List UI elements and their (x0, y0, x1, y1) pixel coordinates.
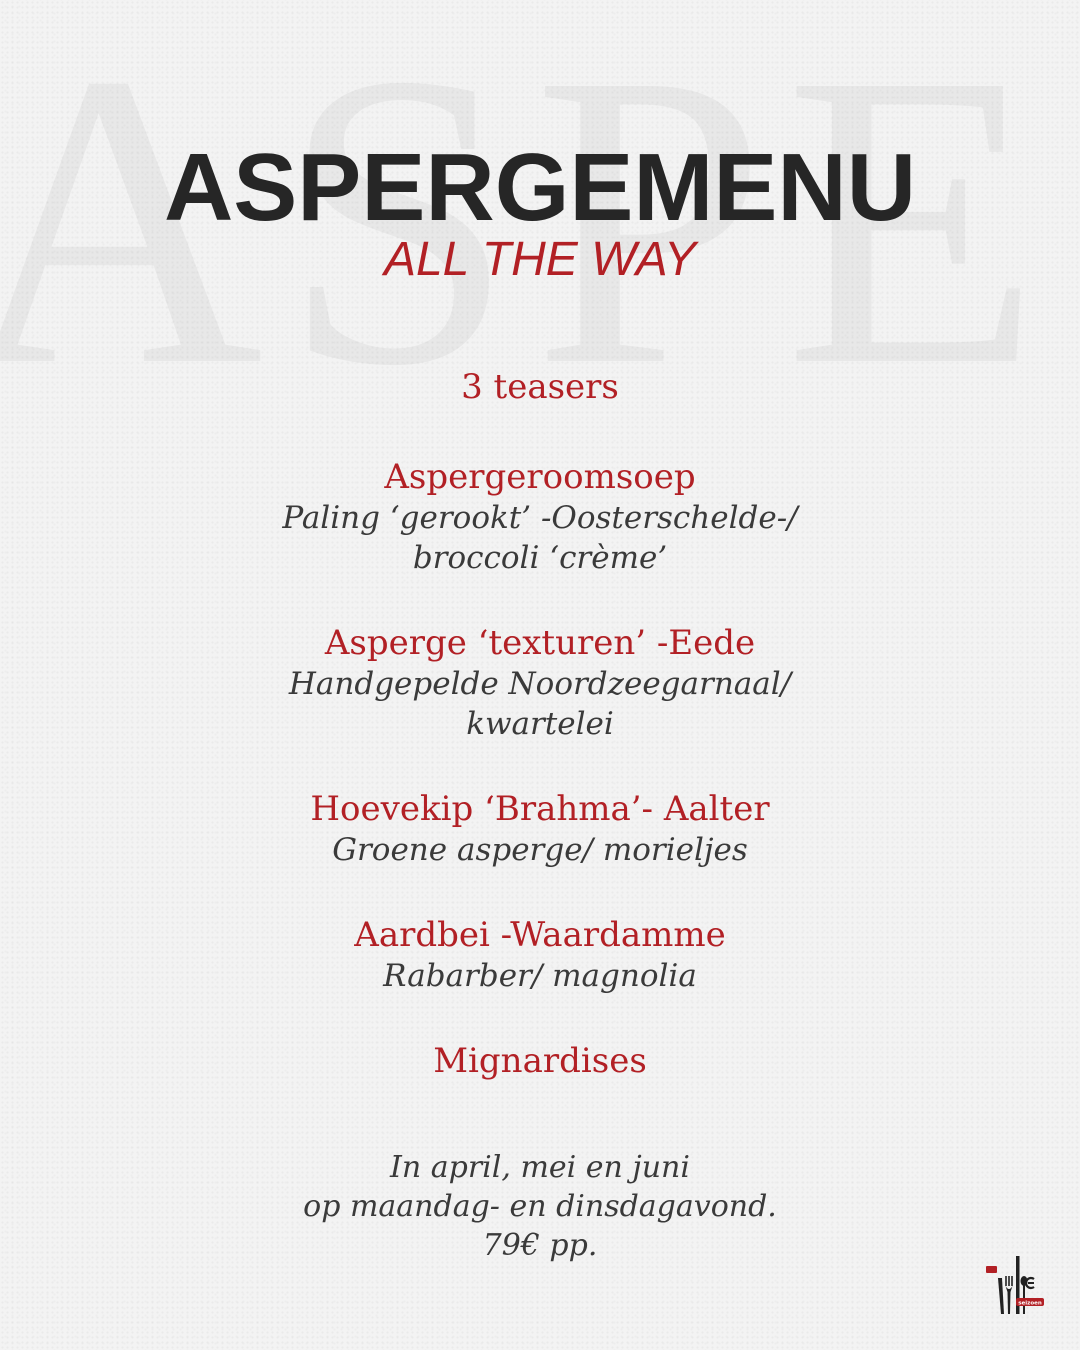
menu-item-course-3 (0, 788, 1080, 870)
menu-list (0, 366, 1080, 1082)
course-description-line: Paling ‘gerookt’ -Oosterschelde-/ (282, 500, 798, 536)
menu-subtitle: ALL THE WAY (383, 233, 697, 286)
course-name: Hoevekip ‘Brahma’- Aalter (310, 789, 770, 829)
price: 79€ pp. (482, 1228, 598, 1263)
availability-note (0, 1148, 1080, 1265)
course-name: Aspergeroomsoep (384, 457, 696, 497)
course-description-line: kwartelei (466, 706, 614, 742)
menu-item-course-4 (0, 914, 1080, 996)
course-description-line: broccoli ‘crème’ (412, 540, 668, 576)
menu-item-course-5 (0, 1040, 1080, 1082)
course-name: Aardbei -Waardamme (354, 915, 726, 955)
menu-title: ASPERGEMENU (163, 134, 917, 241)
menu-item-course-2 (0, 622, 1080, 744)
menu-item-teasers (0, 366, 1080, 408)
availability-months: In april, mei en juni (390, 1150, 690, 1185)
menu-item-course-1 (0, 456, 1080, 578)
course-description-line: Handgepelde Noordzeegarnaal/ (288, 666, 792, 702)
course-name: Asperge ‘texturen’ -Eede (324, 623, 756, 663)
availability-days: op maandag- en dinsdagavond. (303, 1189, 777, 1224)
cutlery-logo-icon (982, 1252, 1046, 1322)
logo-badge-text: seizoen (1018, 1300, 1042, 1307)
course-name: Mignardises (433, 1041, 647, 1081)
course-description-line: Groene asperge/ morieljes (332, 832, 748, 868)
course-name: 3 teasers (461, 367, 619, 407)
course-description-line: Rabarber/ magnolia (383, 958, 697, 994)
